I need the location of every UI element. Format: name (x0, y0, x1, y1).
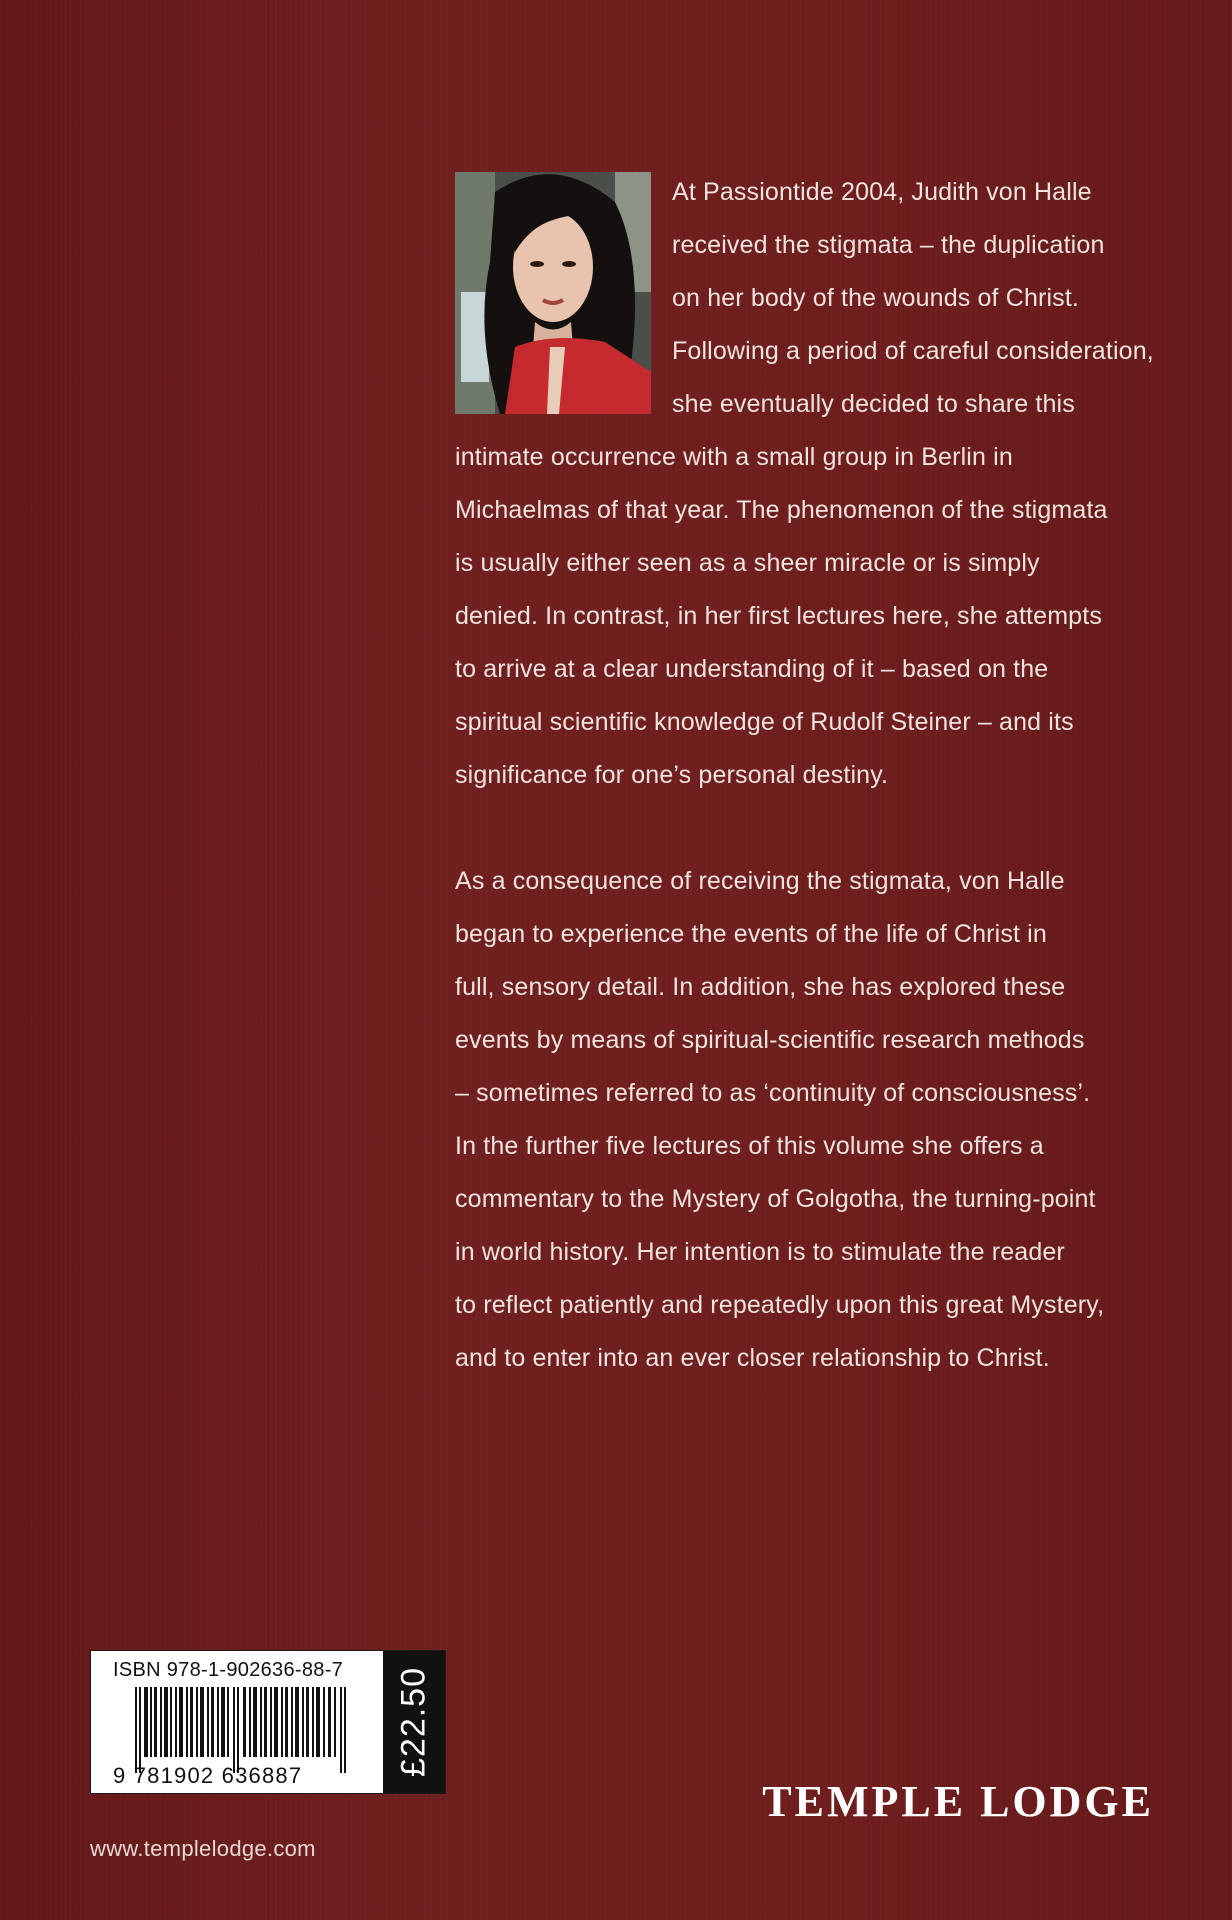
text-line: In the further five lectures of this volume she offers a (455, 1132, 1044, 1160)
text-line: As a consequence of receiving the stigmata, von Halle (455, 867, 1065, 895)
publisher-website: www.templelodge.com (90, 1836, 316, 1861)
isbn-label: ISBN 978-1-902636-88-7 (113, 1659, 344, 1681)
text-line: on her body of the wounds of Christ. (672, 284, 1080, 312)
text-line: and to enter into an ever closer relationship to Christ. (455, 1344, 1050, 1372)
text-line: events by means of spiritual-scientific research methods (455, 1026, 1085, 1054)
price-strip (383, 1651, 445, 1793)
text-line: is usually either seen as a sheer miracle or is simply (455, 549, 1040, 577)
description-text (455, 166, 1200, 1385)
text-line: received the stigmata – the duplication (672, 231, 1105, 259)
price-label: £22.50 (394, 1667, 433, 1777)
text-line: spiritual scientific knowledge of Rudolf Steiner – and its (455, 708, 1074, 736)
text-line: significance for one’s personal destiny. (455, 761, 889, 789)
text-line: she eventually decided to share this (672, 390, 1075, 418)
text-line: in world history. Her intention is to stimulate the reader (455, 1238, 1065, 1266)
publisher-logo-text: TEMPLE LODGE (762, 1777, 1154, 1826)
paragraph-gap (455, 802, 1200, 855)
text-line: Following a period of careful consideration, (672, 337, 1154, 365)
barcode-box (90, 1650, 446, 1794)
text-line: to arrive at a clear understanding of it – based on the (455, 655, 1049, 683)
text-line: intimate occurrence with a small group in Berlin in (455, 443, 1013, 471)
text-line: began to experience the events of the life of Christ in (455, 920, 1047, 948)
text-line: commentary to the Mystery of Golgotha, the turning-point (455, 1185, 1096, 1213)
barcode-bars (135, 1687, 351, 1773)
text-line: to reflect patiently and repeatedly upon this great Mystery, (455, 1291, 1105, 1319)
text-line: At Passiontide 2004, Judith von Halle (672, 178, 1092, 206)
text-line: Michaelmas of that year. The phenomenon of the stigmata (455, 496, 1108, 524)
text-line: full, sensory detail. In addition, she has explored these (455, 973, 1066, 1001)
text-line: – sometimes referred to as ‘continuity of consciousness’. (455, 1079, 1091, 1107)
text-line: denied. In contrast, in her first lectures here, she attempts (455, 602, 1102, 630)
barcode-digits: 9 781902 636887 (113, 1763, 303, 1788)
